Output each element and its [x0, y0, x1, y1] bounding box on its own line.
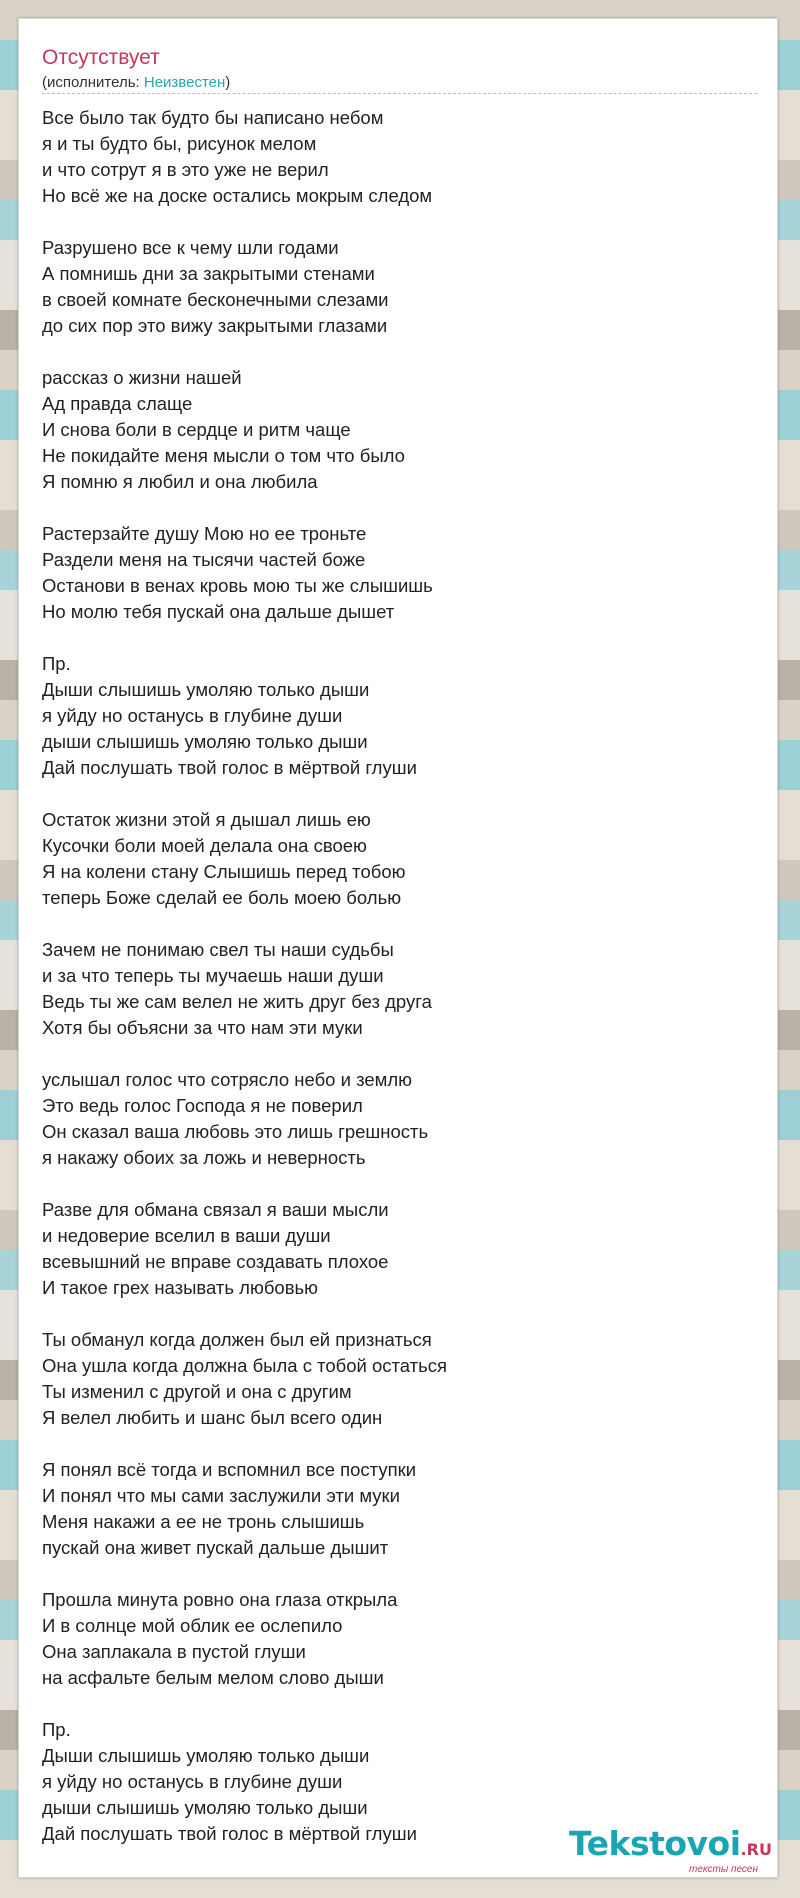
- lyrics-line: Она ушла когда должна была с тобой остаться: [42, 1355, 448, 1376]
- lyrics-line: Зачем не понимаю свел ты наши судьбы: [42, 939, 394, 960]
- lyrics-line: Меня накажи а ее не тронь слышишь: [42, 1511, 365, 1532]
- lyrics-line: Я понял всё тогда и вспомнил все поступки: [42, 1459, 417, 1480]
- lyrics-line: Пр.: [42, 1719, 71, 1740]
- lyrics-stanza: [42, 807, 757, 911]
- lyrics-stanza: [42, 1327, 757, 1431]
- artist-line: [42, 74, 230, 91]
- lyrics-stanza: [42, 1067, 757, 1171]
- lyrics-line: Прошла минута ровно она глаза открыла: [42, 1589, 398, 1610]
- artist-link[interactable]: Неизвестен: [143, 74, 226, 91]
- lyrics-line: Кусочки боли моей делала она своею: [42, 835, 367, 856]
- lyrics-line: я и ты будто бы, рисунок мелом: [42, 133, 317, 154]
- song-title: Отсутствует: [42, 46, 160, 69]
- lyrics-line: всевышний не вправе создавать плохое: [42, 1251, 389, 1272]
- lyrics-line: услышал голос что сотрясло небо и землю: [42, 1069, 413, 1090]
- lyrics-line: Это ведь голос Господа я не поверил: [42, 1095, 363, 1116]
- lyrics-line: до сих пор это вижу закрытыми глазами: [42, 315, 388, 336]
- lyrics-stanza: [42, 105, 757, 209]
- lyrics-stanza: [42, 1197, 757, 1301]
- lyrics-stanza: [42, 1457, 757, 1561]
- lyrics-line: рассказ о жизни нашей: [42, 367, 242, 388]
- lyrics-line: Хотя бы объясни за что нам эти муки: [42, 1017, 363, 1038]
- lyrics-line: Ведь ты же сам велел не жить друг без друга: [42, 991, 432, 1012]
- lyrics-line: Я на колени стану Слышишь перед тобою: [42, 861, 406, 882]
- lyrics-line: Останови в венах кровь мою ты же слышишь: [42, 575, 433, 596]
- artist-suffix: ): [225, 74, 231, 91]
- lyrics-line: Растерзайте душу Мою но ее троньте: [42, 523, 367, 544]
- lyrics-line: Дай послушать твой голос в мёртвой глуши: [42, 757, 417, 778]
- lyrics-stanza: [42, 651, 757, 781]
- lyrics-line: И такое грех называть любовью: [42, 1277, 319, 1298]
- lyrics-stanza: [42, 365, 757, 495]
- lyrics-stanza: [42, 521, 757, 625]
- site-logo[interactable]: [569, 1824, 789, 1880]
- lyrics-line: я уйду но останусь в глубине души: [42, 1771, 343, 1792]
- lyrics-line: и за что теперь ты мучаешь наши души: [42, 965, 384, 986]
- lyrics-line: Дыши слышишь умоляю только дыши: [42, 1745, 370, 1766]
- lyrics-line: Она заплакала в пустой глуши: [42, 1641, 306, 1662]
- title-divider: [42, 93, 757, 94]
- lyrics-line: Он сказал ваша любовь это лишь грешность: [42, 1121, 429, 1142]
- lyrics-line: Ад правда слаще: [42, 393, 193, 414]
- artist-prefix: (исполнитель:: [42, 74, 144, 91]
- logo-tagline: тексты песен: [689, 1864, 758, 1875]
- lyrics-line: на асфальте белым мелом слово дыши: [42, 1667, 384, 1688]
- lyrics-line: Пр.: [42, 653, 71, 674]
- lyrics-line: в своей комнате бесконечными слезами: [42, 289, 389, 310]
- lyrics-line: дыши слышишь умоляю только дыши: [42, 1797, 368, 1818]
- lyrics-line: И снова боли в сердце и ритм чаще: [42, 419, 351, 440]
- lyrics-line: Дай послушать твой голос в мёртвой глуши: [42, 1823, 417, 1844]
- lyrics-line: я уйду но останусь в глубине души: [42, 705, 343, 726]
- lyrics-line: и недоверие вселил в ваши души: [42, 1225, 331, 1246]
- lyrics-line: Я помню я любил и она любила: [42, 471, 318, 492]
- lyrics-line: Остаток жизни этой я дышал лишь ею: [42, 809, 371, 830]
- lyrics-line: Дыши слышишь умоляю только дыши: [42, 679, 370, 700]
- lyrics-line: Но молю тебя пускай она дальше дышет: [42, 601, 395, 622]
- lyrics-card: [18, 18, 778, 1878]
- lyrics-line: Но всё же на доске остались мокрым следом: [42, 185, 433, 206]
- lyrics-line: Разве для обмана связал я ваши мысли: [42, 1199, 389, 1220]
- lyrics-line: теперь Боже сделай ее боль моею болью: [42, 887, 402, 908]
- lyrics-stanza: [42, 235, 757, 339]
- lyrics-line: А помнишь дни за закрытыми стенами: [42, 263, 375, 284]
- logo-tld: .RU: [740, 1840, 772, 1859]
- lyrics-stanza: [42, 937, 757, 1041]
- lyrics-line: Разрушено все к чему шли годами: [42, 237, 339, 258]
- lyrics-line: Ты обманул когда должен был ей признаться: [42, 1329, 432, 1350]
- lyrics-line: Все было так будто бы написано небом: [42, 107, 384, 128]
- lyrics-stanza: [42, 1587, 757, 1691]
- lyrics-line: И понял что мы сами заслужили эти муки: [42, 1485, 400, 1506]
- lyrics-line: Раздели меня на тысячи частей боже: [42, 549, 366, 570]
- lyrics-line: пускай она живет пускай дальше дышит: [42, 1537, 389, 1558]
- lyrics-line: Не покидайте меня мысли о том что было: [42, 445, 405, 466]
- lyrics-body: [42, 105, 757, 1873]
- lyrics-line: И в солнце мой облик ее ослепило: [42, 1615, 343, 1636]
- logo-wordmark: Tekstovoi: [569, 1824, 741, 1863]
- lyrics-line: Ты изменил с другой и она с другим: [42, 1381, 352, 1402]
- lyrics-line: Я велел любить и шанс был всего один: [42, 1407, 383, 1428]
- lyrics-line: и что сотрут я в это уже не верил: [42, 159, 329, 180]
- lyrics-line: я накажу обоих за ложь и неверность: [42, 1147, 366, 1168]
- lyrics-line: дыши слышишь умоляю только дыши: [42, 731, 368, 752]
